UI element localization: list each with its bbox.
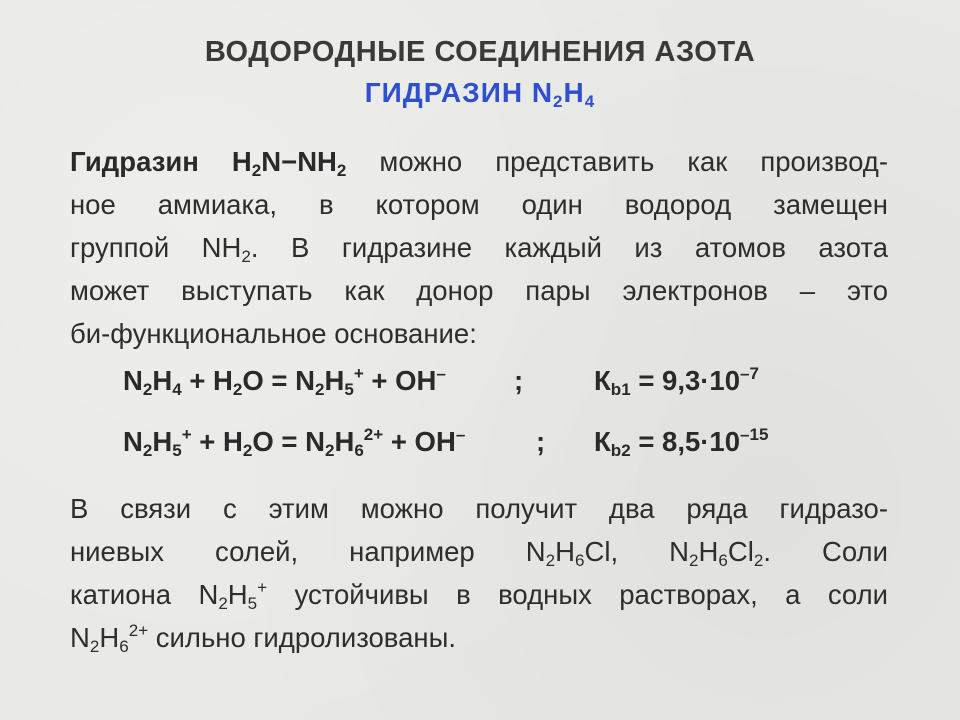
equation-1: $N_2H_4 + H_2O = N_2H_5^+ + OH^-$ [123,364,446,399]
paragraph-salts-line-4: $N_2H_6^{2+}$ сильно гидролизованы. [70,621,456,656]
equation-2-constant: $К_{b2} = 8,5\cdot 10^{-15}$ [594,425,769,460]
paragraph-intro [70,140,888,355]
paragraph-salts [70,487,888,659]
subtitle-text-h: H [563,77,585,108]
equation-2: $N_2H_5^+ + H_2O = N_2H_6^{2+} + OH^-$ [123,425,466,460]
paragraph-intro-line-5: би-функциональное основание: [70,318,477,349]
slide-title: ВОДОРОДНЫЕ СОЕДИНЕНИЯ АЗОТА [204,36,756,68]
equation-2-separator: ; [536,426,546,457]
subtitle-sub-2: 4 [584,92,596,111]
equation-1-constant: $К_{b1} = 9,3\cdot 10^{-7}$ [594,364,759,399]
paragraph-intro-line-1 [70,140,888,183]
slide-subtitle [0,77,960,109]
subtitle-text: ГИДРАЗИН N [364,77,554,108]
paragraph-intro-line-3: группой $NH_2$. В гидразине каждый из атомов азота [70,232,888,266]
term-hydrazine: Гидразин [70,146,199,177]
equation-1-separator: ; [514,365,524,396]
subtitle-sub-1: 2 [553,92,564,111]
paragraph-intro-line-4: может выступать как донор пары электронов – это [70,275,888,306]
formula-h2n-nh2: $H_2N-NH_2$ [231,146,347,180]
paragraph-salts-line-3: катиона $N_2H_5^+$ устойчивы в водных растворах, а соли [70,578,888,613]
paragraph-salts-line-2: ниевых солей, например $N_2H_6Cl$, $N_2H_6Cl_2$. Соли [70,536,888,570]
intro-line-1-rest: можно представить как производ- [346,146,888,177]
paragraph-salts-line-1: В связи с этим можно получит два ряда гидразо- [70,493,888,524]
paragraph-intro-line-2: ное аммиака, в котором один водород замещен [70,189,888,220]
